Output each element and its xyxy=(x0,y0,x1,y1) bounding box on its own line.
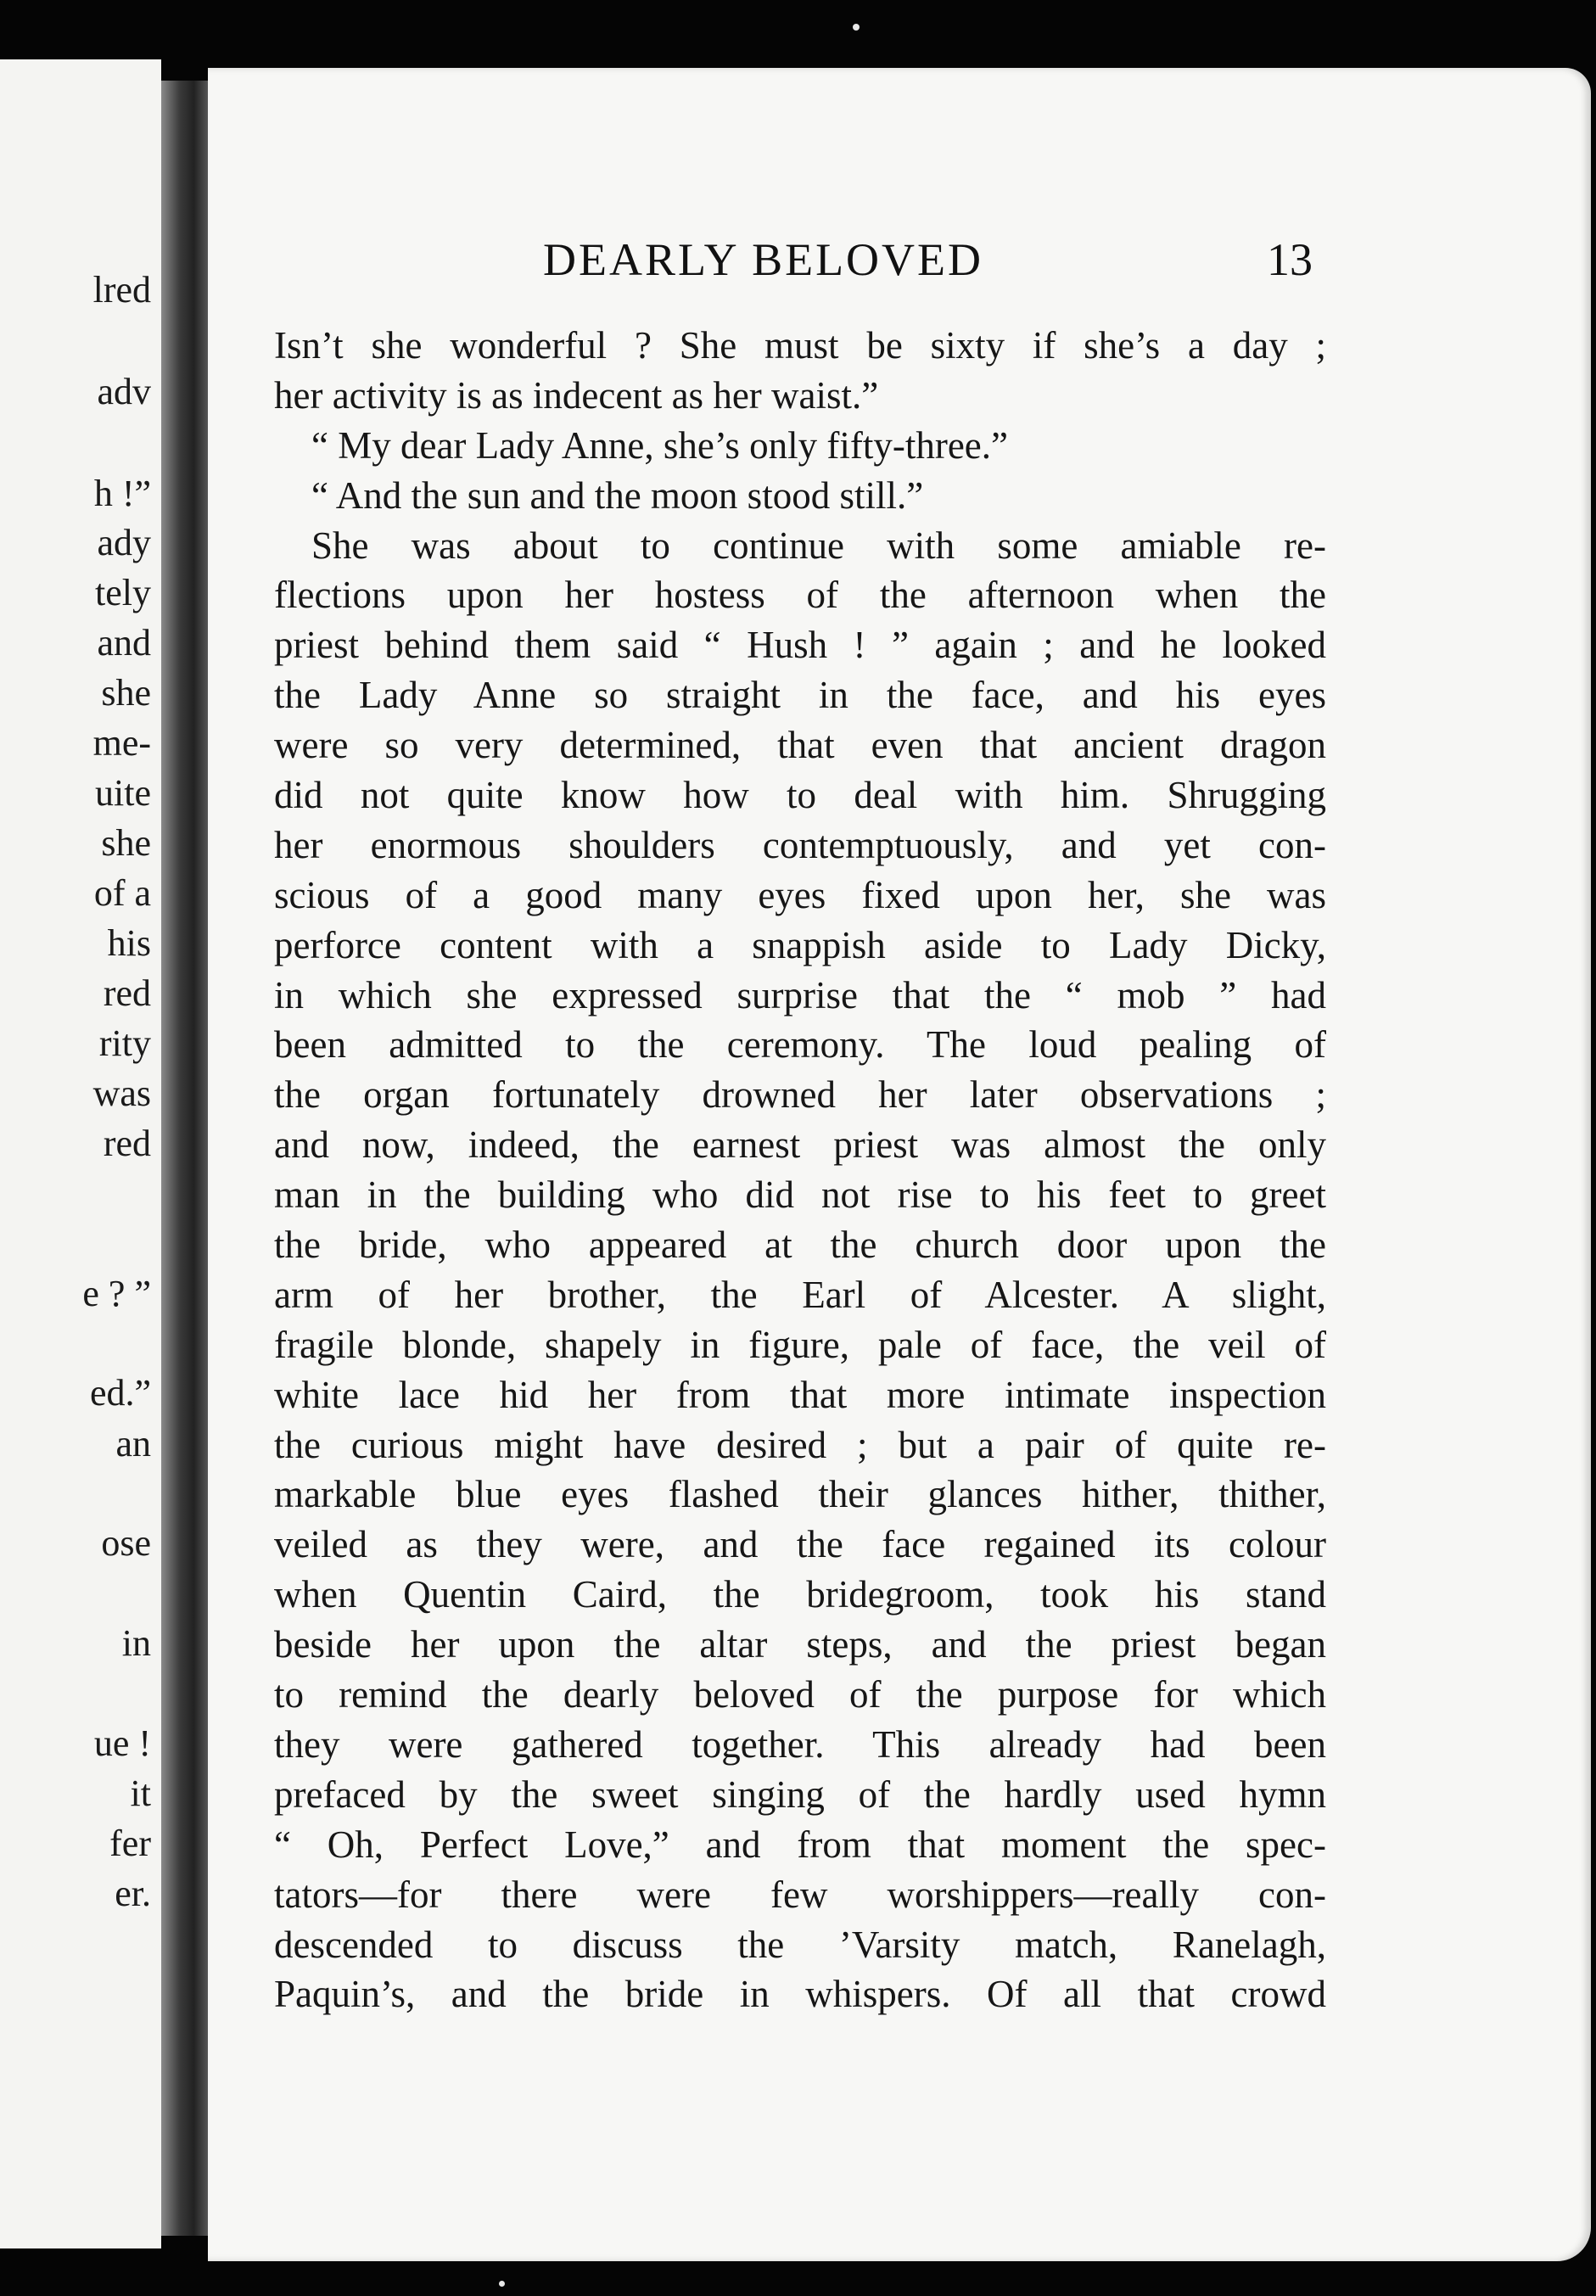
facing-page-fragment: lred xyxy=(92,269,151,311)
facing-page-fragment: e ? ” xyxy=(82,1273,151,1314)
facing-page-fragment: and xyxy=(97,622,151,664)
text-line: the curious might have desired ; but a pair of quite re- xyxy=(274,1423,1326,1466)
facing-page-fragment: tely xyxy=(95,572,151,613)
facing-page-fragment: of a xyxy=(93,872,151,914)
text-line: they were gathered together. This already had been xyxy=(274,1722,1326,1766)
text-line: prefaced by the sweet singing of the hardly used hymn xyxy=(274,1772,1326,1816)
facing-page-fragment: uite xyxy=(95,772,151,814)
text-line: the bride, who appeared at the church door upon the xyxy=(274,1224,1326,1267)
text-line: when Quentin Caird, the bridegroom, took his stand xyxy=(274,1573,1326,1616)
text-line: arm of her brother, the Earl of Alcester. A slight, xyxy=(274,1273,1326,1316)
facing-page-fragment: ue ! xyxy=(93,1722,151,1764)
facing-page-fragment: h !” xyxy=(93,473,151,514)
facing-page-left xyxy=(0,59,161,2248)
text-line: white lace hid her from that more intimate inspection xyxy=(274,1373,1326,1416)
scan-speck xyxy=(853,24,860,31)
text-line: the organ fortunately drowned her later observations ; xyxy=(274,1073,1326,1117)
body-text xyxy=(274,321,1326,2019)
facing-page-fragment: his xyxy=(107,922,151,964)
text-line: markable blue eyes flashed their glances hither, thither, xyxy=(274,1473,1326,1516)
text-line: flections upon her hostess of the afternoon when the xyxy=(274,574,1326,617)
text-line: veiled as they were, and the face regained its colour xyxy=(274,1523,1326,1566)
page-number: 13 xyxy=(1267,234,1313,285)
text-line: and now, indeed, the earnest priest was almost the only xyxy=(274,1123,1326,1167)
facing-page-fragment: adv xyxy=(97,371,151,412)
facing-page-fragment: an xyxy=(115,1423,151,1464)
scan-speck xyxy=(499,2281,505,2287)
book-page xyxy=(208,68,1591,2261)
text-line: were so very determined, that even that ancient dragon xyxy=(274,724,1326,767)
text-line: been admitted to the ceremony. The loud pealing of xyxy=(274,1023,1326,1067)
text-line: did not quite know how to deal with him. Shrugging xyxy=(274,774,1326,817)
text-line: fragile blonde, shapely in figure, pale of face, the veil of xyxy=(274,1323,1326,1366)
facing-page-fragment: she xyxy=(101,822,151,864)
text-line: beside her upon the altar steps, and the priest began xyxy=(274,1623,1326,1666)
text-line: perforce content with a snappish aside to Lady Dicky, xyxy=(274,923,1326,966)
facing-page-fragment: ady xyxy=(97,522,151,563)
text-line: priest behind them said “ Hush ! ” again ; and he looked xyxy=(274,624,1326,667)
text-line: “ Oh, Perfect Love,” and from that moment the spec- xyxy=(274,1823,1326,1866)
text-line: her enormous shoulders contemptuously, and yet con- xyxy=(274,823,1326,866)
facing-page-fragment: ose xyxy=(101,1522,151,1564)
facing-page-fragment: red xyxy=(103,1123,151,1164)
text-line: tators—for there were few worshippers—really con- xyxy=(274,1873,1326,1916)
facing-page-fragment: fer xyxy=(109,1823,151,1864)
text-line: her activity is as indecent as her waist.” xyxy=(274,373,879,417)
text-line: She was about to continue with some amiable re- xyxy=(311,524,1326,567)
facing-page-fragment: red xyxy=(103,972,151,1014)
facing-page-fragment: ed.” xyxy=(89,1372,151,1414)
facing-page-fragment: er. xyxy=(115,1873,151,1914)
running-title: DEARLY BELOVED xyxy=(543,234,984,285)
facing-page-fragment: in xyxy=(121,1622,151,1664)
text-line: man in the building who did not rise to his feet to greet xyxy=(274,1173,1326,1217)
text-line: in which she expressed surprise that the “ mob ” had xyxy=(274,973,1326,1016)
text-line: the Lady Anne so straight in the face, and his eyes xyxy=(274,674,1326,717)
facing-page-fragment: she xyxy=(101,672,151,714)
text-line: to remind the dearly beloved of the purpose for which xyxy=(274,1673,1326,1716)
book-gutter xyxy=(161,81,208,2236)
text-line: “ And the sun and the moon stood still.” xyxy=(311,473,924,517)
text-line: scious of a good many eyes fixed upon her, she was xyxy=(274,873,1326,916)
text-line: descended to discuss the ’Varsity match, Ranelagh, xyxy=(274,1923,1326,1966)
facing-page-fragment: me- xyxy=(92,722,151,764)
text-line: “ My dear Lady Anne, she’s only fifty-three.” xyxy=(311,423,1008,467)
text-line: Isn’t she wonderful ? She must be sixty if she’s a day ; xyxy=(274,324,1326,367)
text-line: Paquin’s, and the bride in whispers. Of all that crowd xyxy=(274,1973,1326,2016)
facing-page-fragment: it xyxy=(130,1772,151,1814)
running-head xyxy=(208,233,1591,284)
facing-page-fragment: rity xyxy=(98,1022,151,1064)
facing-page-fragment: was xyxy=(92,1072,151,1114)
